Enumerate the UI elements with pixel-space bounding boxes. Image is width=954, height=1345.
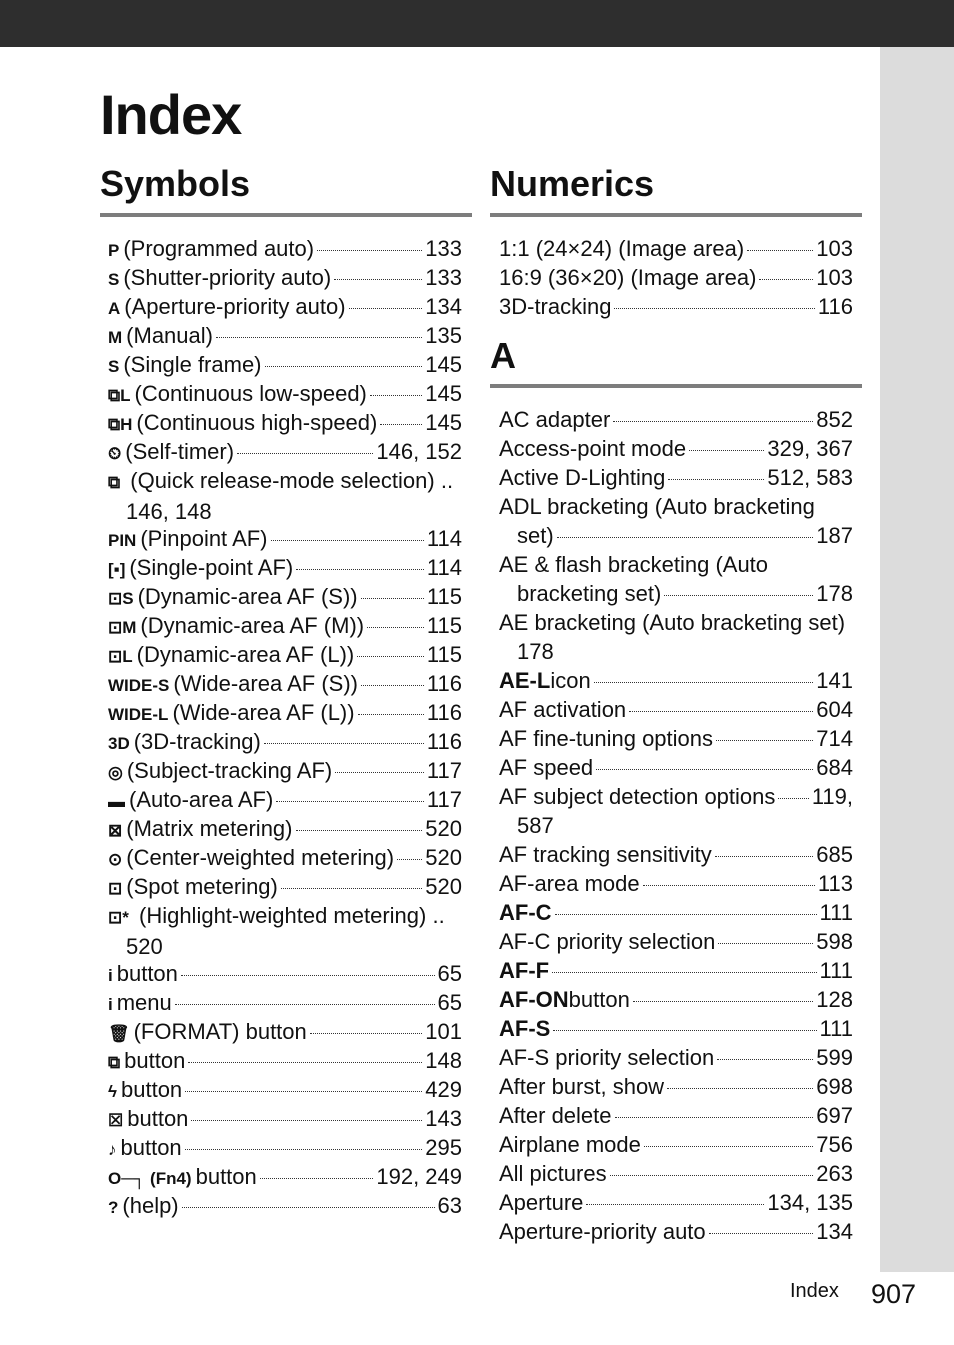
leader-dots (185, 1149, 423, 1150)
entry-pages: 263 (816, 1161, 853, 1186)
leader-dots (629, 711, 813, 712)
entry-pages: 714 (816, 726, 853, 751)
entry-label: ADL bracketing (Auto bracketing (499, 494, 815, 519)
entry-label: AF-C priority selection (499, 929, 716, 954)
entry-pages: 116 (426, 671, 462, 696)
entry-pages: 119, (811, 784, 853, 809)
entry-label: (Single frame) (123, 352, 262, 377)
leader-dots (586, 1204, 764, 1205)
entry-label-suffix: icon (550, 668, 591, 693)
index-entry (499, 898, 853, 927)
entry-pages: 103 (816, 265, 853, 290)
entry-label: AF-S priority selection (499, 1045, 715, 1070)
entry-pages: 111 (819, 900, 853, 925)
index-entry (108, 843, 462, 872)
index-entry (108, 292, 462, 321)
index-entry (108, 1017, 462, 1046)
index-entry (108, 872, 462, 901)
index-entry (108, 756, 462, 785)
entry-label: (Manual) (126, 323, 213, 348)
entry-label-cont: 178 (517, 639, 554, 664)
leader-dots (265, 366, 423, 367)
entry-label: AF-ON (499, 987, 569, 1012)
leader-dots (667, 1088, 813, 1089)
self-timer-icon: ⏲ (108, 444, 122, 463)
entry-pages: 187 (816, 523, 853, 548)
index-entry (499, 985, 853, 1014)
a-rule (490, 384, 862, 388)
entry-pages: 520 (425, 874, 462, 899)
index-entry (108, 814, 462, 843)
entry-label: AF-F (499, 958, 550, 983)
index-entry (499, 956, 853, 985)
entry-label: AE-L (499, 668, 551, 693)
entry-pages: 520 (425, 845, 462, 870)
leader-dots (613, 421, 813, 422)
index-entry (499, 263, 853, 292)
leader-dots: .. (434, 468, 454, 493)
index-entry (108, 1075, 462, 1104)
index-entry (108, 1133, 462, 1162)
leader-dots (296, 569, 424, 570)
entry-pages: 65 (437, 990, 462, 1015)
leader-dots (358, 714, 424, 715)
index-entry (499, 1014, 853, 1043)
single-point-af-icon: [▪] (108, 560, 126, 579)
entry-pages: 103 (816, 236, 853, 261)
entry-label: AE & flash bracketing (Auto (499, 552, 769, 577)
entry-second-line (499, 521, 853, 550)
entry-label: 1:1 (24×24) (Image area) (499, 236, 745, 261)
3d-tracking-icon: 3D (108, 734, 130, 753)
index-entry (499, 1072, 853, 1101)
entry-pages: 429 (425, 1077, 462, 1102)
entry-label: AF activation (499, 697, 627, 722)
index-entry (108, 611, 462, 640)
index-entry (108, 959, 462, 988)
index-entry (499, 1130, 853, 1159)
leader-dots (188, 1062, 422, 1063)
leader-dots (367, 627, 424, 628)
wide-area-l-icon: WIDE-L (108, 705, 169, 724)
entry-label: (Dynamic-area AF (S)) (137, 584, 358, 609)
leader-dots (185, 1091, 422, 1092)
entry-label: (Wide-area AF (S)) (173, 671, 358, 696)
entry-label: (FORMAT) button (133, 1019, 307, 1044)
leader-dots (349, 308, 423, 309)
entry-pages: 148 (425, 1048, 462, 1073)
wide-area-s-icon: WIDE-S (108, 676, 170, 695)
index-entry (499, 550, 853, 608)
leader-dots (718, 943, 813, 944)
entry-label: (3D-tracking) (133, 729, 261, 754)
leader-dots (709, 1233, 814, 1234)
leader-dots (191, 1120, 422, 1121)
entry-pages: 135 (425, 323, 462, 348)
entry-label: AF tracking sensitivity (499, 842, 712, 867)
entry-pages: 115 (426, 584, 462, 609)
entry-label: Aperture (499, 1190, 584, 1215)
leader-dots (264, 743, 424, 744)
index-entry (108, 408, 462, 437)
leader-dots (335, 772, 424, 773)
index-entry (499, 1101, 853, 1130)
index-entry (108, 988, 462, 1017)
leader-dots (357, 656, 424, 657)
entry-pages: 141 (816, 668, 853, 693)
a-heading: A (490, 335, 516, 376)
delete-icon: 🗑 (108, 1024, 130, 1043)
entry-label: button (116, 961, 178, 986)
entry-pages: 116 (817, 294, 853, 319)
continuous-low-icon: ⧉L (108, 386, 131, 405)
footer-label: Index (790, 1280, 839, 1302)
entry-label: (Shutter-priority auto) (123, 265, 332, 290)
entry-label: (Center-weighted metering) (126, 845, 395, 870)
i-menu-icon: i (108, 995, 113, 1014)
index-entry (499, 666, 853, 695)
leader-dots (557, 537, 814, 538)
leader-dots (181, 975, 435, 976)
entry-label: Access-point mode (499, 436, 687, 461)
entry-label: (Wide-area AF (L)) (172, 700, 355, 725)
entry-pages: 178 (816, 581, 853, 606)
index-entry (108, 437, 462, 466)
entry-label: button (121, 1077, 183, 1102)
symbols-rule (100, 213, 472, 217)
spot-metering-icon: ⊡ (108, 879, 123, 898)
dynamic-area-s-icon: ⊡S (108, 589, 134, 608)
entry-label: AF-C (499, 900, 552, 925)
leader-dots (553, 1030, 816, 1031)
leader-dots (260, 1178, 374, 1179)
entry-label: (Subject-tracking AF) (126, 758, 333, 783)
header-bar (0, 0, 954, 47)
entry-label: (Pinpoint AF) (140, 526, 268, 551)
protect-icon: O─┐ (Fn4) (108, 1169, 192, 1188)
index-entry (108, 263, 462, 292)
entry-label: button (195, 1164, 257, 1189)
entry-label: button (127, 1106, 189, 1131)
index-entry (108, 901, 462, 959)
continuous-high-icon: ⧉H (108, 415, 133, 434)
entry-pages: 145 (425, 381, 462, 406)
index-entry (499, 1217, 853, 1246)
entry-second-line (499, 811, 853, 840)
leader-dots (397, 859, 422, 860)
entry-pages: 116 (426, 729, 462, 754)
entry-second-line (499, 637, 853, 666)
entry-pages: 697 (816, 1103, 853, 1128)
index-entry (108, 727, 462, 756)
entry-label: (Spot metering) (126, 874, 278, 899)
entry-label: All pictures (499, 1161, 607, 1186)
index-entry (108, 1046, 462, 1075)
entry-pages: 698 (816, 1074, 853, 1099)
leader-dots (664, 595, 813, 596)
aperture-priority-icon: A (108, 299, 121, 318)
index-entry (108, 234, 462, 263)
index-entry (108, 1191, 462, 1220)
entry-pages: 134, 135 (767, 1190, 853, 1215)
index-entry (108, 785, 462, 814)
index-entry (108, 1162, 462, 1191)
pinpoint-af-icon: PIN (108, 531, 137, 550)
leader-dots (633, 1001, 813, 1002)
leader-dots (271, 540, 424, 541)
leader-dots (334, 279, 422, 280)
entry-label: After burst, show (499, 1074, 665, 1099)
index-entry (499, 463, 853, 492)
leader-dots (281, 888, 422, 889)
entry-label: (help) (122, 1193, 179, 1218)
index-entry (108, 582, 462, 611)
entry-pages: 756 (816, 1132, 853, 1157)
index-entry (108, 466, 462, 524)
entry-label: (Dynamic-area AF (L)) (136, 642, 355, 667)
entry-pages: 116 (426, 700, 462, 725)
entry-label: 3D-tracking (499, 294, 612, 319)
index-entry (108, 321, 462, 350)
index-entry (499, 869, 853, 898)
entry-pages: 63 (437, 1193, 462, 1218)
entry-label: (Self-timer) (125, 439, 235, 464)
dynamic-area-m-icon: ⊡M (108, 618, 137, 637)
leader-dots (717, 1059, 813, 1060)
leader-dots (361, 598, 424, 599)
entry-label: AF fine-tuning options (499, 726, 714, 751)
entry-label: (Aperture-priority auto) (124, 294, 346, 319)
entry-pages: 101 (425, 1019, 462, 1044)
leader-dots (182, 1207, 435, 1208)
matrix-metering-icon: ⊠ (108, 821, 123, 840)
entry-label: Airplane mode (499, 1132, 641, 1157)
index-entry (499, 492, 853, 550)
entry-label: button (124, 1048, 186, 1073)
index-entry (499, 292, 853, 321)
entry-pages: 295 (425, 1135, 462, 1160)
entry-label: (Highlight-weighted metering) (132, 903, 427, 928)
numerics-heading: Numerics (490, 163, 655, 204)
numerics-list (499, 234, 853, 321)
index-entry (108, 553, 462, 582)
i-button-icon: i (108, 966, 113, 985)
entry-label: AF speed (499, 755, 594, 780)
index-entry (108, 524, 462, 553)
entry-label: (Quick release-mode selection) (124, 468, 435, 493)
entry-label-cont: 587 (517, 813, 554, 838)
entry-label-cont: set) (517, 523, 554, 548)
index-entry (108, 1104, 462, 1133)
page-title: Index (100, 83, 242, 146)
index-entry (499, 724, 853, 753)
leader-dots (310, 1033, 423, 1034)
entry-label: AF-S (499, 1016, 551, 1041)
entry-pages: 520 (425, 816, 462, 841)
entry-pages: 512, 583 (767, 465, 853, 490)
leader-dots: .. (426, 903, 445, 928)
leader-dots (614, 308, 814, 309)
index-entry (108, 379, 462, 408)
shutter-priority-icon: S (108, 270, 120, 289)
index-entry (108, 669, 462, 698)
entry-pages: 111 (819, 1016, 853, 1041)
leader-dots (317, 250, 422, 251)
entry-pages: 685 (816, 842, 853, 867)
leader-dots (237, 453, 373, 454)
index-entry (499, 434, 853, 463)
leader-dots (759, 279, 813, 280)
microphone-icon: ♪ (108, 1140, 117, 1159)
exposure-comp-icon: ☒ (108, 1111, 124, 1130)
leader-dots (689, 450, 764, 451)
index-entry (499, 753, 853, 782)
entry-pages: 145 (425, 410, 462, 435)
page-number: 907 (871, 1279, 917, 1309)
entry-label: (Programmed auto) (123, 236, 315, 261)
index-entry (499, 1043, 853, 1072)
entry-pages: 599 (816, 1045, 853, 1070)
entry-first-line (499, 782, 853, 811)
entry-pages: 134 (425, 294, 462, 319)
symbols-list (108, 234, 462, 1220)
entry-label: (Continuous low-speed) (134, 381, 367, 406)
auto-area-af-icon: ▬ (108, 792, 125, 811)
entry-pages: 329, 367 (767, 436, 853, 461)
leader-dots (610, 1175, 814, 1176)
entry-pages: 143 (425, 1106, 462, 1131)
entry-label: 16:9 (36×20) (Image area) (499, 265, 757, 290)
entry-pages: 133 (425, 265, 462, 290)
leader-dots (644, 1146, 813, 1147)
index-entry (499, 405, 853, 434)
entry-pages: 146, 152 (376, 439, 462, 464)
leader-dots (594, 682, 814, 683)
leader-dots (747, 250, 813, 251)
leader-dots (715, 856, 814, 857)
entry-pages: 133 (425, 236, 462, 261)
entry-pages: 145 (425, 352, 462, 377)
entry-label: AF subject detection options (499, 784, 776, 809)
entry-label: After delete (499, 1103, 612, 1128)
leader-dots (216, 337, 422, 338)
entry-pages: 114 (426, 526, 462, 551)
entry-pages: 192, 249 (376, 1164, 462, 1189)
entry-pages: 115 (426, 642, 462, 667)
index-entry (499, 1188, 853, 1217)
entry-pages: 146, 148 (126, 499, 212, 524)
entry-label: button (120, 1135, 182, 1160)
highlight-weighted-icon: ⊡* (108, 908, 129, 927)
leader-dots (668, 479, 764, 480)
programmed-auto-icon: P (108, 241, 120, 260)
index-entry (108, 350, 462, 379)
center-weighted-icon: ⊙ (108, 850, 123, 869)
entry-second-line (499, 579, 853, 608)
numerics-rule (490, 213, 862, 217)
entry-pages: 520 (126, 934, 163, 959)
entry-pages: 852 (816, 407, 853, 432)
index-entry (499, 840, 853, 869)
entry-pages: 115 (426, 613, 462, 638)
entry-second-line (108, 497, 462, 526)
index-entry (108, 640, 462, 669)
entry-pages: 598 (816, 929, 853, 954)
index-entry (499, 927, 853, 956)
entry-label-cont: bracketing set) (517, 581, 662, 606)
leader-dots (596, 769, 813, 770)
index-entry (108, 698, 462, 727)
flash-icon: ϟ (108, 1082, 117, 1101)
leader-dots (296, 830, 423, 831)
entry-pages: 604 (816, 697, 853, 722)
side-tab (880, 47, 954, 1272)
entry-label: menu (116, 990, 172, 1015)
dynamic-area-l-icon: ⊡L (108, 647, 133, 666)
entry-label: (Matrix metering) (126, 816, 293, 841)
entry-first-line (108, 466, 462, 497)
entry-label: AE bracketing (Auto bracketing set) (499, 610, 846, 635)
leader-dots (555, 914, 817, 915)
leader-dots (778, 798, 808, 799)
entry-label: (Dynamic-area AF (M)) (140, 613, 365, 638)
leader-dots (552, 972, 816, 973)
index-entry (499, 234, 853, 263)
entry-label: (Continuous high-speed) (136, 410, 378, 435)
single-frame-icon: S (108, 357, 120, 376)
entry-label: Aperture-priority auto (499, 1219, 706, 1244)
entry-label: AF-area mode (499, 871, 640, 896)
leader-dots (380, 424, 422, 425)
quick-release-icon: ⧉ (108, 473, 121, 492)
leader-dots (370, 395, 422, 396)
leader-dots (361, 685, 424, 686)
index-entry (499, 782, 853, 840)
index-entry (499, 608, 853, 666)
leader-dots (615, 1117, 814, 1118)
leader-dots (276, 801, 424, 802)
entry-second-line (108, 932, 462, 961)
entry-label: Active D-Lighting (499, 465, 666, 490)
entry-pages: 114 (426, 555, 462, 580)
symbols-heading: Symbols (100, 163, 251, 204)
leader-dots (175, 1004, 435, 1005)
entry-pages: 117 (426, 787, 462, 812)
entry-label: AC adapter (499, 407, 611, 432)
manual-mode-icon: M (108, 328, 123, 347)
entry-pages: 111 (819, 958, 853, 983)
entry-pages: 134 (816, 1219, 853, 1244)
entry-pages: 128 (816, 987, 853, 1012)
leader-dots (643, 885, 815, 886)
entry-label: (Single-point AF) (129, 555, 294, 580)
entry-pages: 113 (817, 871, 853, 896)
leader-dots (716, 740, 813, 741)
index-entry (499, 1159, 853, 1188)
entry-pages: 684 (816, 755, 853, 780)
help-icon: ? (108, 1198, 119, 1217)
release-mode-button-icon: ⧉ (108, 1053, 121, 1072)
entry-first-line (108, 901, 462, 932)
index-entry (499, 695, 853, 724)
a-list (499, 405, 853, 1246)
entry-label-suffix: button (568, 987, 630, 1012)
entry-pages: 65 (437, 961, 462, 986)
entry-pages: 117 (426, 758, 462, 783)
entry-label: (Auto-area AF) (129, 787, 274, 812)
subject-tracking-icon: ◎ (108, 763, 123, 782)
